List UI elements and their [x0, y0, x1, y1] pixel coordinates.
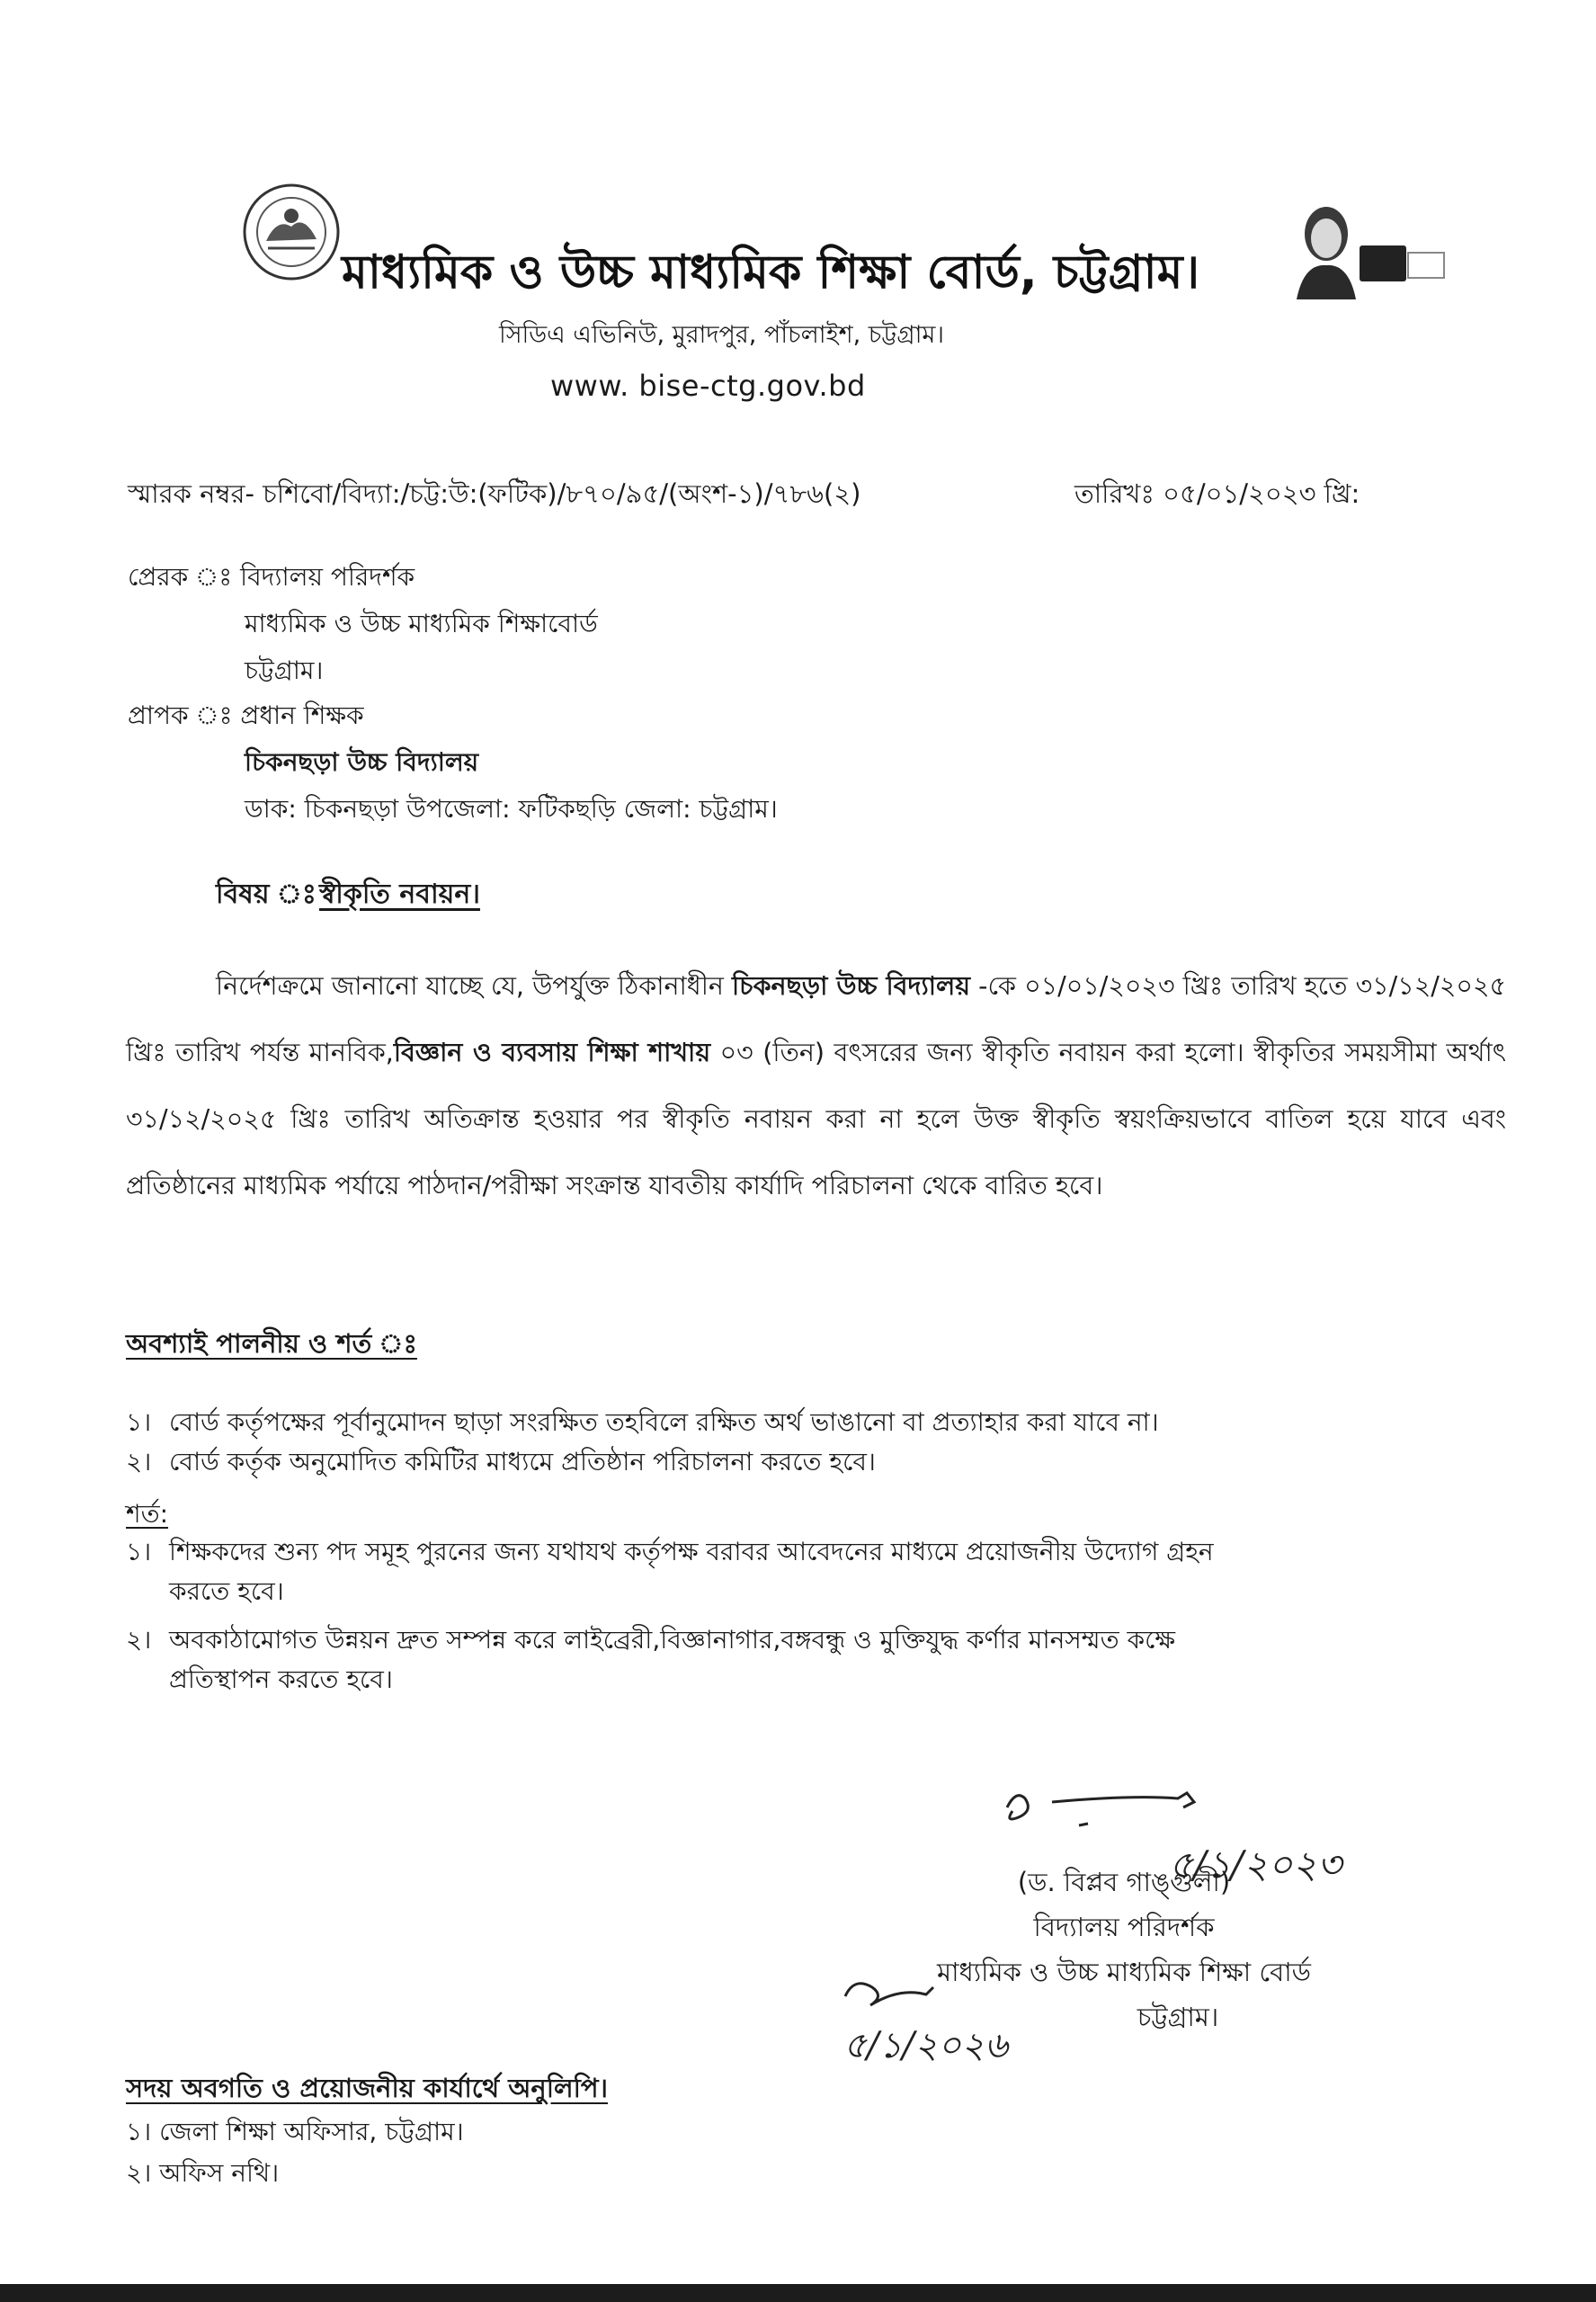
condition-number: ২।: [126, 1447, 152, 1477]
recipient-label: প্রাপক ঃ: [128, 700, 233, 730]
condition-number: ১।: [126, 1407, 152, 1437]
copy-to-list: [126, 2111, 464, 2194]
term-number: ১।: [126, 1537, 152, 1566]
signatory-office: মাধ্যমিক ও উচ্চ মাধ্যমিক শিক্ষা বোর্ড: [936, 1957, 1312, 1987]
body-paragraph: [126, 953, 1506, 1219]
received-date: ৫/১/২০২৬: [843, 2025, 1008, 2066]
copy-to-text: অফিস নথি।: [159, 2158, 280, 2188]
recipient-address: ডাক: চিকনছড়া উপজেলা: ফটিকছড়ি জেলা: চট্টগ্রাম।: [245, 794, 778, 824]
recipient-title: প্রধান শিক্ষক: [240, 700, 364, 730]
signatory-city: চট্টগ্রাম।: [1137, 2002, 1219, 2032]
subject-label: বিষয় ঃ: [216, 879, 317, 910]
term-text: অবকাঠামোগত উন্নয়ন দ্রুত সম্পন্ন করে লাইব্রেরী,বিজ্ঞানাগার,বঙ্গবন্ধু ও মুক্তিযুদ্ধ কর্ণার মানসম্মত কক্ষে: [169, 1625, 1176, 1655]
recipient-school: চিকনছড়া উচ্চ বিদ্যালয়: [245, 747, 479, 777]
term-item: [126, 1532, 1457, 1572]
board-title: মাধ্যমিক ও উচ্চ মাধ্যমিক শিক্ষা বোর্ড, চট্টগ্রাম।: [342, 245, 1200, 299]
board-website: www. bise-ctg.gov.bd: [550, 369, 866, 403]
copy-to-number: ১।: [126, 2117, 152, 2146]
signatory-title: বিদ্যালয় পরিদর্শক: [1033, 1912, 1215, 1942]
body-school-name: চিকনছড়া উচ্চ বিদ্যালয়: [732, 971, 971, 1001]
board-seal-icon: [241, 182, 342, 282]
conditions-heading: অবশ্যাই পালনীয় ও শর্ত ঃ: [126, 1328, 417, 1359]
sender-line: [128, 558, 415, 600]
handwritten-date: ৫/১/২০২৩: [1169, 1842, 1342, 1887]
subject-value: স্বীকৃতি নবায়ন।: [319, 879, 480, 910]
conditions-list: [126, 1403, 1457, 1482]
condition-item: [126, 1442, 1457, 1482]
term-item: [126, 1620, 1457, 1660]
scan-edge: [0, 2284, 1596, 2302]
body-text-1: নির্দেশক্রমে জানানো যাচ্ছে যে, উপর্যুক্ত ঠিকানাধীন: [216, 971, 733, 1001]
term-text-continued: প্রতিস্থাপন করতে হবে।: [169, 1664, 393, 1694]
copy-to-heading: সদয় অবগতি ও প্রয়োজনীয় কার্যার্থে অনুলিপি।: [126, 2073, 608, 2103]
term-text-continued: করতে হবে।: [169, 1576, 284, 1606]
body-text-2: -কে ০১/০১/২০২৩ খ্রিঃ তারিখ হতে ৩১/১২/২০২৫ খ্রিঃ তারিখ পর্যন্ত মানবিক,: [126, 971, 1506, 1067]
term-number: ২।: [126, 1625, 152, 1655]
sender-label: প্রেরক ঃ: [128, 562, 233, 592]
body-text-3: ০৩ (তিন) বৎসরের জন্য স্বীকৃতি নবায়ন করা হলো। স্বীকৃতির সময়সীমা অর্থাৎ ৩১/১২/২০২৫ খ্রিঃ তারিখ অতিক্রান্ত হওয়ার পর স্বীকৃতি নবায়ন করা না হলে উক্ত স্বীকৃতি স্বয়ংক্রিয়ভাবে বাতিল হয়ে যাবে এবং প্রতিষ্ঠানের মাধ্যমিক পর্যায়ে পাঠদান/পরীক্ষা সংক্রান্ত যাবতীয় কার্যাদি পরিচালনা থেকে বারিত হবে।: [126, 1038, 1506, 1200]
memo-number: স্মারক নম্বর- চশিবো/বিদ্যা:/চট্ট:উ:(ফটিক)/৮৭০/৯৫/(অংশ-১)/৭৮৬(২): [128, 478, 861, 509]
recipient-line: [128, 696, 364, 738]
board-address: সিডিএ এভিনিউ, মুরাদপুর, পাঁচলাইশ, চট্টগ্রাম।: [499, 321, 945, 349]
sender-office: মাধ্যমিক ও উচ্চ মাধ্যমিক শিক্ষাবোর্ড: [245, 609, 598, 638]
copy-to-item: [126, 2111, 464, 2153]
condition-text: বোর্ড কর্তৃপক্ষের পূর্বানুমোদন ছাড়া সংরক্ষিত তহবিলে রক্ষিত অর্থ ভাঙানো বা প্রত্যাহার করা যাবে না।: [169, 1407, 1159, 1437]
received-initials: [827, 1960, 1043, 2077]
term-text: শিক্ষকদের শুন্য পদ সমূহ পুরনের জন্য যথাযথ কর্তৃপক্ষ বরাবর আবেদনের মাধ্যমে প্রয়োজনীয় উদ্যোগ গ্রহন: [169, 1537, 1214, 1566]
signatory-name: (ড. বিপ্লব গাঙ্গুলী): [1017, 1867, 1231, 1897]
copy-to-number: ২।: [126, 2158, 152, 2188]
sender-city: চট্টগ্রাম।: [245, 656, 324, 685]
terms-list: [126, 1532, 1457, 1700]
copy-to-text: জেলা শিক্ষা অফিসার, চট্টগ্রাম।: [159, 2117, 464, 2146]
memo-date: তারিখঃ ০৫/০১/২০২৩ খ্রি:: [1074, 478, 1360, 509]
sender-title: বিদ্যালয় পরিদর্শক: [240, 562, 415, 592]
terms-heading: শর্ত:: [126, 1499, 169, 1529]
portrait-emblem-icon: [1277, 193, 1457, 301]
body-branches: বিজ্ঞান ও ব্যবসায় শিক্ষা শাখায়: [393, 1038, 711, 1067]
condition-text: বোর্ড কর্তৃক অনুমোদিত কমিটির মাধ্যমে প্রতিষ্ঠান পরিচালনা করতে হবে।: [169, 1447, 876, 1477]
copy-to-item: [126, 2153, 464, 2194]
condition-item: [126, 1403, 1457, 1442]
